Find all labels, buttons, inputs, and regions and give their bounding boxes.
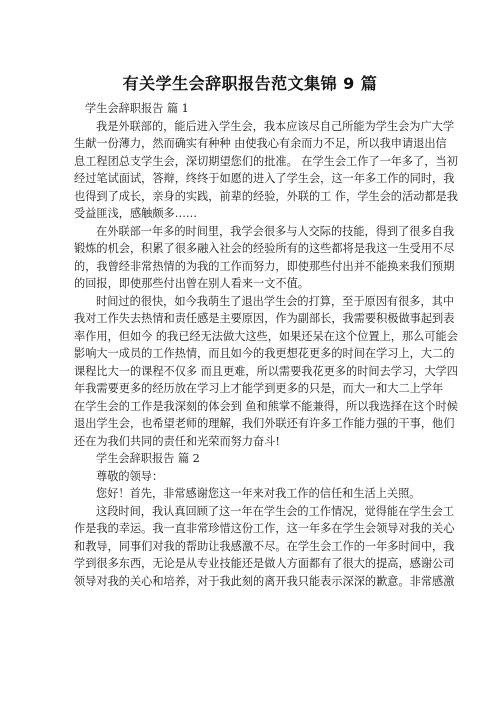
paragraph-line: 作是我的幸运。我一直非常珍惜这份工作，这一年多在学生会领导对我的关心 [74,522,455,535]
paragraph-line: 和教导，同事们对我的帮助让我感激不尽。在学生会工作的一年多时间中，我 [74,539,455,553]
section-heading: 学生会辞职报告 篇 1 [85,102,189,115]
paragraph-line: 影响大一成员的工作热情，而且如今的我更想花更多的时间在学习上，大二的 [74,347,455,360]
paragraph-line: 也得到了成长，亲身的实践，前辈的经验，外联的工 作，学生会的活动都是我 [74,189,458,203]
paragraph-line: 还在为我们共同的责任和光荣而努力奋斗! [74,434,280,448]
document-body [74,100,458,590]
paragraph-line: 在学生会的工作是我深刻的体会到 鱼和熊掌不能兼得，所以我选择在这个时候 [74,399,458,413]
paragraph-line: 受益匪浅，感触颇多…… [74,207,198,220]
paragraph-line: 学到很多东西，无论是从专业技能还是做人方面都有了很大的提高，感谢公司 [74,557,455,570]
paragraph-line: 生献一份薄力，然而确实有种种 由使我心有余而力不足，所以我申请退出信 [74,137,447,150]
paragraph-line: 经过笔试面试，答辩，终终于如愿的进入了学生会，这一年多工作的同时，我 [74,172,455,185]
paragraph-line: 领导对我的关心和培养，对于我此刻的离开我只能表示深深的歉意。非常感激 [74,574,455,588]
paragraph-line: 这段时间，我认真回顾了这一年在学生会的工作情况，觉得能在学生会工 [96,504,455,518]
paragraph-line: 的，我曾经非常热情的为我的工作而努力，即使那些付出并不能换来我们预期 [74,259,455,273]
document-title: 有关学生会辞职报告范文集锦 9 篇 [122,74,378,93]
paragraph-line: 我对工作失去热情和责任感是主要原因，作为副部长，我需要积极做事起到表 [74,312,455,325]
paragraph-line: 息工程团总支学生会，深切期望您们的批准。 在学生会工作了一年多了，当初 [74,154,458,168]
paragraph-line: 率作用，但如今 的我已经无法做大这些，如果还呆在这个位置上，那么可能会 [74,329,458,343]
paragraph-line: 您好！首先，非常感谢您这一年来对我工作的信任和生活上关照。 [96,487,421,500]
paragraph-line: 课程比大一的课程不仅多 而且更难，所以需要我花更多的时间去学习，大学四 [74,364,458,378]
section-heading: 学生会辞职报告 篇 2 [96,452,200,465]
paragraph-line: 锻炼的机会，积累了很多融入社会的经验所有的这些都将是我这一生受用不尽 [74,242,455,255]
paragraph-line: 我是外联部的，能后进入学生会，我本应该尽自己所能为学生会为广大学 [96,119,455,133]
paragraph-line: 尊敬的领导： [96,469,164,483]
paragraph-line: 的回报，即使那些付出曾在别人看来一文不值。 [74,277,309,290]
paragraph-line: 在外联部一年多的时间里，我学会很多与人交际的技能，得到了很多自我 [96,224,455,238]
paragraph-line: 年我需要更多的经历放在学习上才能学到更多的只是，而大一和大二上学年 [74,382,444,395]
paragraph-line: 退出学生会，也希望老师的理解，我们外联还有许多工作能力强的干事，他们 [74,417,455,430]
paragraph-line: 时间过的很快，如今我萌生了退出学生会的打算，至于原因有很多，其中 [96,294,455,308]
